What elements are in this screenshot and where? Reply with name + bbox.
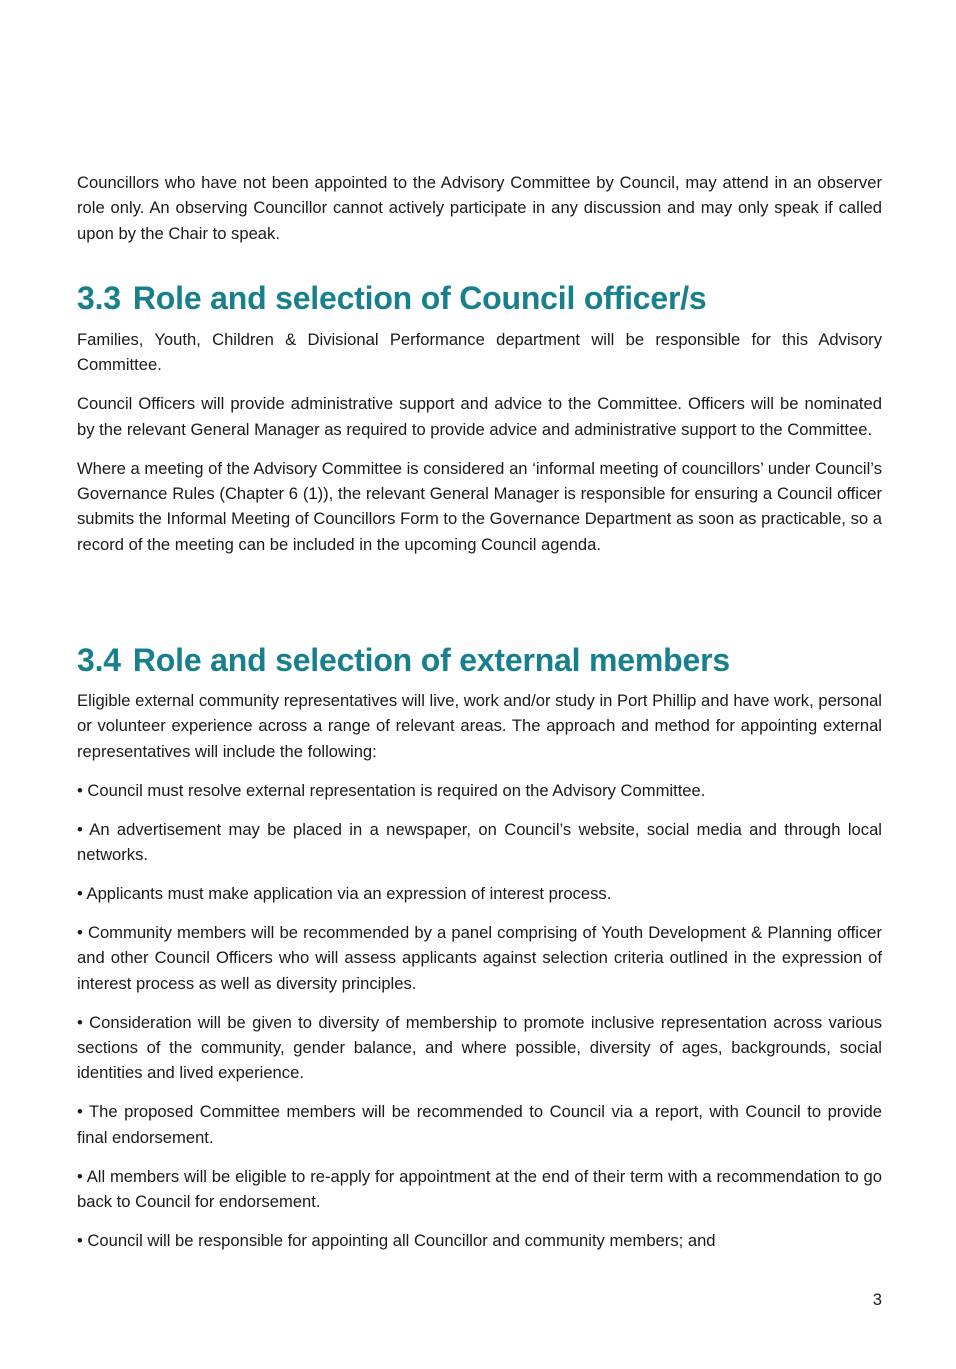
paragraph: Eligible external community representatives will live, work and/or study in Port Phillip and have work, personal or volunteer experience across a range of relevant areas. The approach and method for appointing external representatives will include the following: bbox=[77, 691, 882, 761]
section-3-3-body bbox=[77, 327, 882, 571]
bullet-item: • Council must resolve external representation is required on the Advisory Committee. bbox=[77, 780, 706, 800]
section-number: 3.4 bbox=[77, 642, 121, 678]
page-number: 3 bbox=[872, 1290, 882, 1309]
section-number: 3.3 bbox=[77, 280, 121, 316]
section-title: Role and selection of external members bbox=[132, 642, 730, 678]
section-title: Role and selection of Council officer/s bbox=[132, 280, 707, 316]
paragraph: Where a meeting of the Advisory Committee is considered an ‘informal meeting of councillors’ under Council’s Governance Rules (Chapter 6 (1)), the relevant General Manager is responsible for ensuring a Council officer submits the Informal Meeting of Councillors Form to the Governance Department as soon as practicable, so a record of the meeting can be included in the upcoming Council agenda. bbox=[77, 458, 882, 554]
intro-section bbox=[77, 170, 882, 260]
section-3-4-body bbox=[77, 688, 882, 1267]
bullet-item: • All members will be eligible to re-apply for appointment at the end of their term with a recommendation to go back to Council for endorsement. bbox=[77, 1166, 882, 1211]
bullet-item: • An advertisement may be placed in a newspaper, on Council’s website, social media and through local networks. bbox=[77, 819, 882, 865]
paragraph: Council Officers will provide administrative support and advice to the Committee. Officers will be nominated by the relevant General Manager as required to provide advice and administrative support to the Committee. bbox=[77, 394, 882, 439]
bullet-item: • Applicants must make application via an expression of interest process. bbox=[77, 883, 612, 903]
bullet-item: • Consideration will be given to diversity of membership to promote inclusive representation across various sections of the community, gender balance, and where possible, diversity of ages, backgrounds, social identities and lived experience. bbox=[77, 1012, 882, 1083]
intro-paragraph: Councillors who have not been appointed to the Advisory Committee by Council, may attend in an observer role only. An observing Councillor cannot actively participate in any discussion and may only speak if called upon by the Chair to speak. bbox=[77, 173, 882, 243]
bullet-item: • Council will be responsible for appointing all Councillor and community members; and bbox=[77, 1230, 716, 1250]
bullet-item: • Community members will be recommended by a panel comprising of Youth Development & Planning officer and other Council Officers who will assess applicants against selection criteria outlined in the expression of interest process as well as diversity principles. bbox=[77, 922, 882, 993]
bullet-item: • The proposed Committee members will be recommended to Council via a report, with Council to provide final endorsement. bbox=[77, 1102, 882, 1147]
paragraph: Families, Youth, Children & Divisional Performance department will be responsible for this Advisory Committee. bbox=[77, 330, 882, 375]
section-heading-3-4 bbox=[77, 640, 730, 680]
section-heading-3-3 bbox=[77, 278, 707, 318]
